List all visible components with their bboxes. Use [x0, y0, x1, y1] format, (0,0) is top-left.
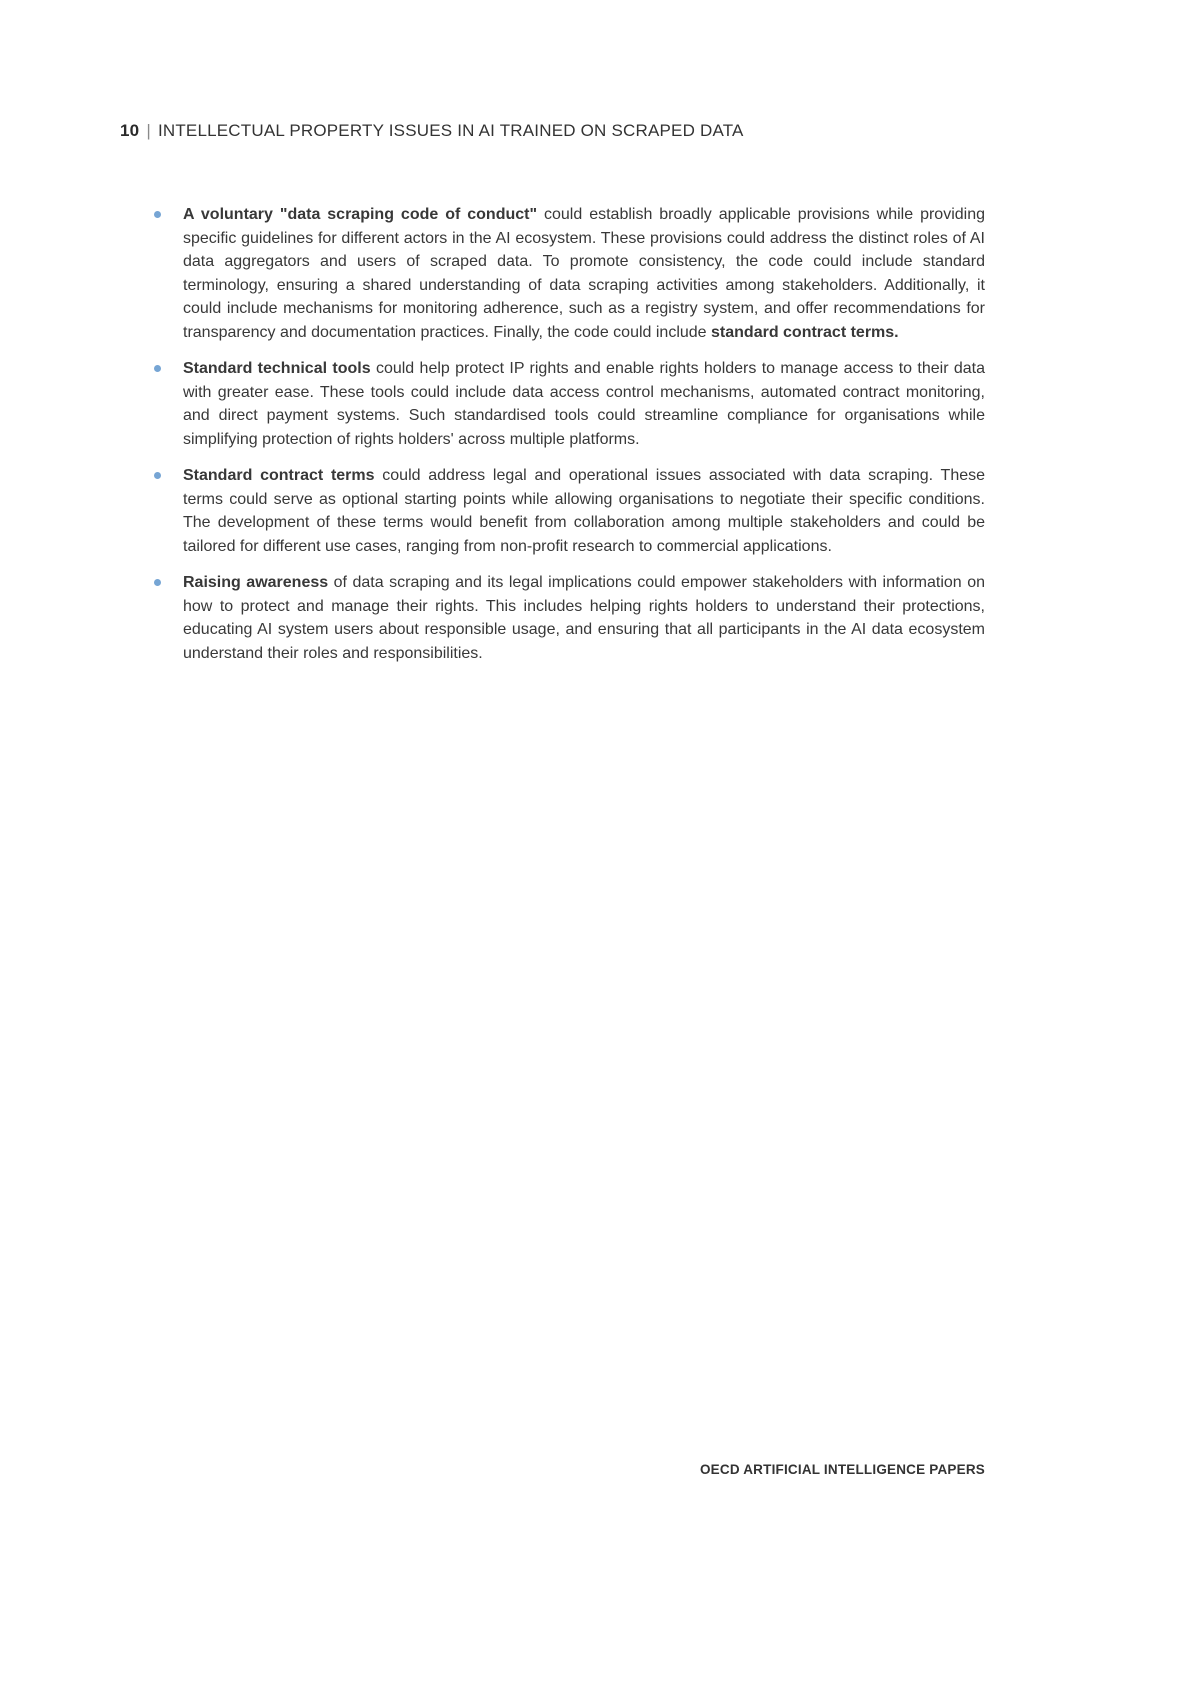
- bullet-item: [152, 571, 985, 665]
- bullet-text: [183, 206, 985, 341]
- bullet-item: [152, 203, 985, 344]
- bullet-text-regular: could establish broadly applicable provisions while providing specific guidelines for different actors in the AI ecosystem. These provisions could address the distinct roles of AI data aggregators and users of scraped data. To promote consistency, the code could include standard terminology, ensuring a shared understanding of data scraping activities among stakeholders. Additionally, it could include mechanisms for monitoring adherence, such as a registry system, and offer recommendations for transparency and documentation practices. Finally, the code could include: [183, 206, 986, 341]
- bullet-text-bold: A voluntary "data scraping code of conduct": [183, 206, 538, 223]
- bullet-dot-icon: [154, 365, 161, 372]
- bullet-text: [183, 467, 985, 555]
- page-header: [120, 121, 744, 141]
- bullet-dot-icon: [154, 211, 161, 218]
- page-footer: OECD ARTIFICIAL INTELLIGENCE PAPERS: [699, 1462, 985, 1477]
- running-title: INTELLECTUAL PROPERTY ISSUES IN AI TRAINED ON SCRAPED DATA: [157, 121, 744, 140]
- bullet-text-bold: Standard contract terms: [183, 467, 375, 484]
- bullet-text-regular: of data scraping and its legal implications could empower stakeholders with information on how to protect and manage their rights. This includes helping rights holders to understand their protections, educating AI system users about responsible usage, and ensuring that all participants in the AI data ecosystem understand their roles and responsibilities.: [183, 574, 985, 662]
- bullet-text: [183, 360, 985, 448]
- bullet-text-regular: could help protect IP rights and enable rights holders to manage access to their data with greater ease. These tools could include data access control mechanisms, automated contract monitoring, and direct payment systems. Such standardised tools could streamline compliance for organisations while simplifying protection of rights holders' across multiple platforms.: [183, 360, 985, 448]
- bullet-dot-icon: [154, 579, 161, 586]
- bullet-text-bold: standard contract terms.: [711, 323, 899, 341]
- bullet-list: [152, 203, 985, 678]
- page-number: 10: [120, 121, 140, 140]
- bullet-text: [183, 574, 985, 662]
- bullet-text-bold: Raising awareness: [183, 574, 329, 591]
- bullet-item: [152, 464, 985, 558]
- bullet-text-bold: Standard technical tools: [183, 360, 371, 377]
- header-separator: |: [146, 121, 151, 140]
- bullet-text-regular: could address legal and operational issues associated with data scraping. These terms could serve as optional starting points while allowing organisations to negotiate their specific conditions. The development of these terms would benefit from collaboration among multiple stakeholders and could be tailored for different use cases, ranging from non-profit research to commercial applications.: [183, 467, 986, 555]
- bullet-dot-icon: [154, 472, 161, 479]
- bullet-item: [152, 357, 985, 451]
